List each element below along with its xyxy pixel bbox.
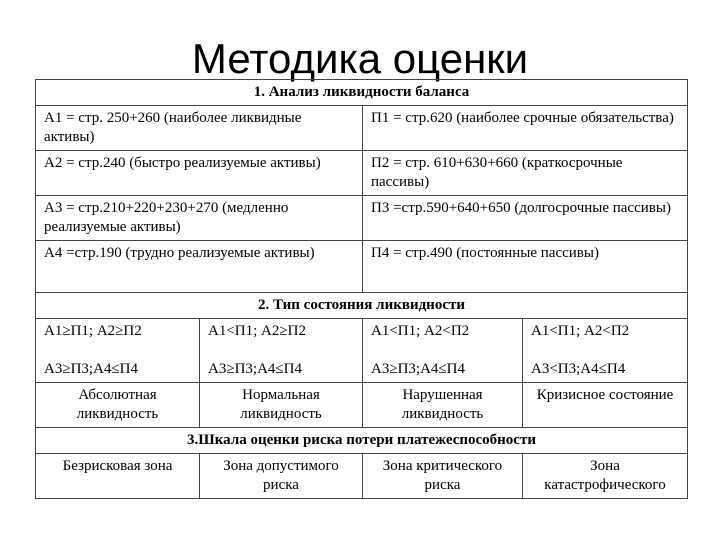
asset-cell: А4 =стр.190 (трудно реализуемые активы) [36, 241, 363, 293]
condition-line: А1<П1; А2<П2 [371, 323, 470, 339]
asset-cell: А3 = стр.210+220+230+270 (медленно реализуемые активы) [36, 196, 363, 241]
slide-title: Методика оценки [191, 35, 529, 82]
asset-cell: А2 = стр.240 (быстро реализуемые активы) [36, 151, 363, 196]
condition-cell [200, 319, 363, 383]
condition-line: А1<П1; А2<П2 [531, 323, 630, 339]
liability-cell: П3 =стр.590+640+650 (долгосрочные пассивы) [363, 196, 688, 241]
section3-header: 3.Шкала оценки риска потери платежеспособности [36, 428, 688, 454]
risk-zone-row [36, 454, 688, 499]
condition-line: А3≥П3;А4≤П4 [371, 361, 465, 377]
section2-header: 2. Тип состояния ликвидности [36, 293, 688, 319]
liability-cell: П4 = стр.490 (постоянные пассивы) [363, 241, 688, 293]
state-cell: Нормальная ликвидность [200, 383, 363, 428]
condition-line: А3<П3;А4≤П4 [531, 361, 626, 377]
condition-cell [363, 319, 523, 383]
condition-line: А3≥П3;А4≤П4 [44, 361, 138, 377]
condition-cell [36, 319, 200, 383]
liability-cell: П1 = стр.620 (наиболее срочные обязательства) [363, 106, 688, 151]
condition-line: А1≥П1; А2≥П2 [44, 323, 142, 339]
condition-line: А3≥П3;А4≤П4 [208, 361, 302, 377]
state-cell: Абсолютная ликвидность [36, 383, 200, 428]
liability-cell: П2 = стр. 610+630+660 (краткосрочные пассивы) [363, 151, 688, 196]
zone-cell: Зона катастрофического [523, 454, 688, 499]
table-row [36, 196, 688, 241]
table-row [36, 106, 688, 151]
condition-line: А1<П1; А2≥П2 [208, 323, 306, 339]
section1-header: 1. Анализ ликвидности баланса [36, 80, 688, 106]
state-cell: Кризисное состояние [523, 383, 688, 428]
condition-cell [523, 319, 688, 383]
state-row [36, 383, 688, 428]
asset-cell: А1 = стр. 250+260 (наиболее ликвидные активы) [36, 106, 363, 151]
state-cell: Нарушенная ликвидность [363, 383, 523, 428]
zone-cell: Зона критического риска [363, 454, 523, 499]
table-row [36, 151, 688, 196]
table-row [36, 241, 688, 293]
condition-row [36, 319, 688, 383]
liquidity-methodology-table [35, 79, 688, 499]
zone-cell: Безрисковая зона [36, 454, 200, 499]
zone-cell: Зона допустимого риска [200, 454, 363, 499]
